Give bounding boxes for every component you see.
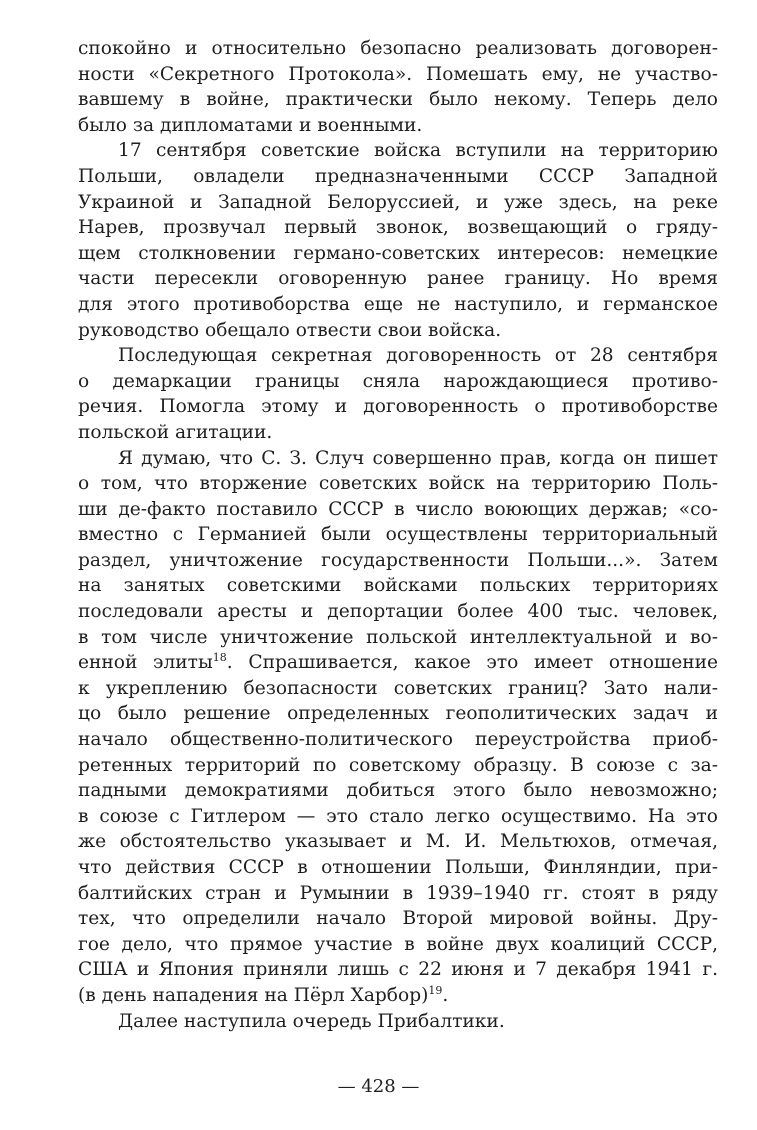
text-line-with-footnote [78, 650, 718, 676]
paragraph-4 [78, 446, 718, 1009]
line-text-tail: . Спрашивается, какое это имеет отношение [226, 652, 718, 674]
text-line: гое дело, что прямое участие в войне двух коалиций СССР, [78, 933, 718, 955]
text-line: речия. Помогла этому и договоренность о противоборстве [78, 396, 718, 418]
text-line: на занятых советскими войсками польских территориях [78, 575, 718, 597]
text-line: спокойно и относительно безопасно реализовать договорен- [78, 38, 718, 59]
paragraph-1 [78, 36, 718, 138]
line-text: (в день нападения на Пёрл Харбор) [78, 984, 429, 1006]
text-line: о демаркации границы сняла нарождающиеся противо- [78, 370, 718, 392]
text-line: балтийских стран и Румынии в 1939–1940 гг. стоят в ряду [78, 882, 718, 904]
page-number: — 428 — [337, 1076, 420, 1097]
text-line: что действия СССР в отношении Польши, Финляндии, при- [78, 857, 718, 878]
text-line: щем столкновении германо-советских интересов: немецкие [78, 242, 718, 264]
text-line: было за дипломатами и военными. [78, 114, 423, 136]
text-line: же обстоятельство указывает и М. И. Мельтюхов, отмечая, [78, 831, 718, 853]
text-line: к укреплению безопасности советских границ? Зато нали- [78, 677, 718, 699]
text-line: падными демократиями добиться этого было невозможно; [78, 780, 718, 802]
paragraph-3 [78, 343, 718, 445]
text-line: Последующая секретная договоренность от 28 сентября [118, 345, 718, 367]
line-text: енной элиты [78, 652, 213, 674]
line-text-tail: . [442, 984, 449, 1006]
footnote-ref-19: 19 [428, 983, 443, 997]
text-line: польской агитации. [78, 421, 273, 443]
text-line: Я думаю, что С. З. Случ совершенно прав, когда он пишет [118, 447, 718, 469]
text-line: руководство обещало отвести свои войска. [78, 319, 502, 341]
paragraph-5 [78, 1009, 718, 1035]
footnote-ref-18: 18 [212, 651, 227, 665]
text-line: Далее наступила очередь Прибалтики. [118, 1010, 505, 1032]
text-line: о том, что вторжение советских войск на территорию Поль- [78, 473, 718, 495]
text-line: раздел, уничтожение государственности Польши...». Затем [78, 549, 718, 571]
paragraph-2 [78, 138, 718, 343]
text-line: США и Япония приняли лишь с 22 июня и 7 декабря 1941 г. [78, 959, 718, 981]
text-line-with-footnote [78, 983, 718, 1009]
text-line: Украиной и Западной Белоруссией, и уже здесь, на реке [78, 191, 718, 213]
text-line: ности «Секретного Протокола». Помешать ему, не участво- [78, 63, 718, 85]
text-line: последовали аресты и депортации более 400 тыс. человек, [78, 601, 718, 623]
text-line: Польши, овладели предназначенными СССР Западной [78, 165, 718, 187]
text-line: вавшему в войне, практически было некому. Теперь дело [78, 89, 718, 111]
text-line: начало общественно-политического переустройства приоб- [78, 729, 718, 751]
text-line: цо было решение определенных геополитических задач и [78, 703, 718, 725]
text-line: Нарев, прозвучал первый звонок, возвещающий о гряду- [78, 217, 718, 239]
text-line: ши де-факто поставило СССР в число воюющих держав; «со- [78, 498, 718, 520]
text-line: в союзе с Гитлером — это стало легко осуществимо. На это [78, 805, 718, 827]
text-line: вместно с Германией были осуществлены территориальный [78, 524, 718, 546]
text-line: в том числе уничтожение польской интеллектуальной и во- [78, 626, 718, 648]
text-line: части пересекли оговоренную ранее границу. Но время [78, 268, 718, 290]
page-body [78, 36, 718, 1034]
text-line: 17 сентября советские войска вступили на территорию [118, 140, 718, 162]
text-line: для этого противоборства еще не наступило, и германское [78, 293, 718, 315]
text-line: ретенных территорий по советскому образцу. В союзе с за- [78, 754, 718, 776]
text-line: тех, что определили начало Второй мировой войны. Дру- [78, 908, 718, 930]
